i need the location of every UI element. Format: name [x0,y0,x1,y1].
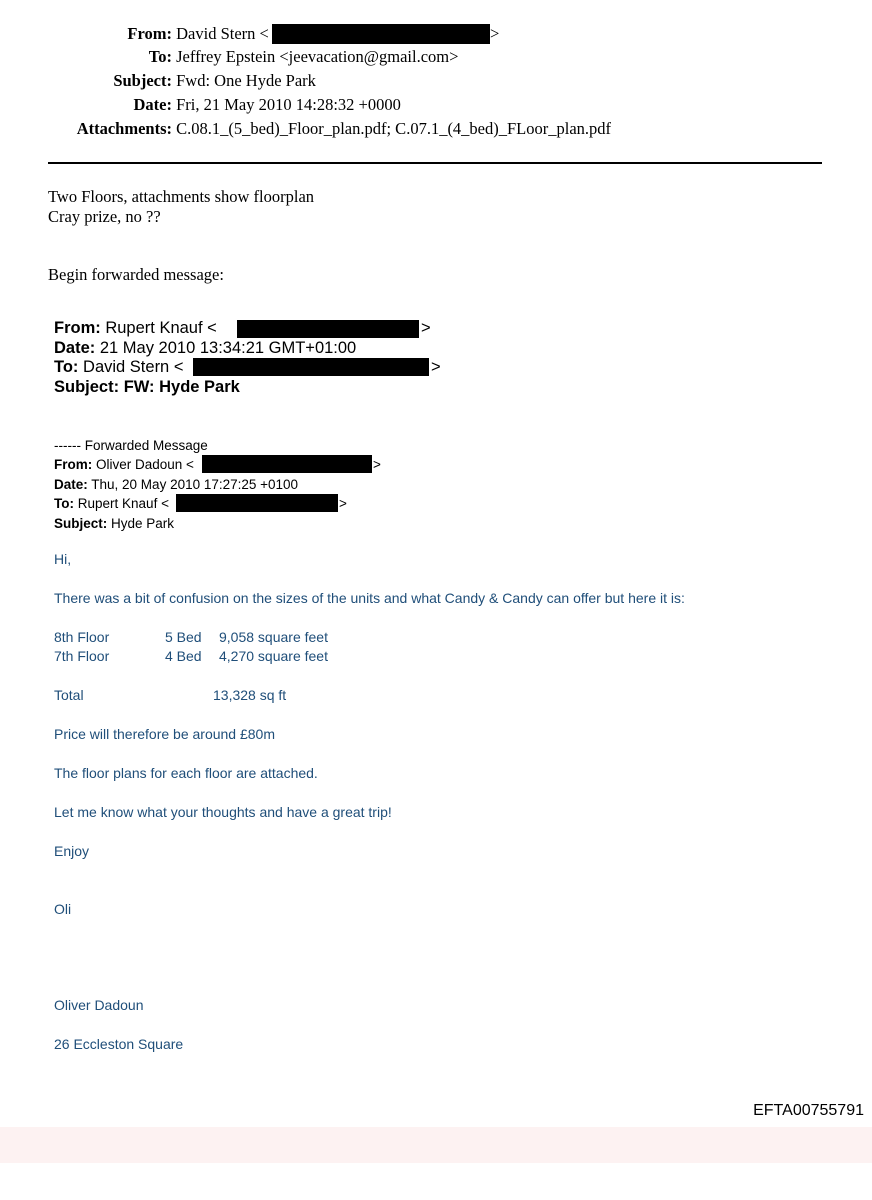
message-closing: Let me know what your thoughts and have a great trip! [54,804,392,820]
redaction-bar [176,494,338,512]
fw2-from-label: From: [54,457,93,472]
fw2-marker: ------ Forwarded Message [54,438,208,453]
header-to-row [0,45,458,69]
header-date-label: Date: [133,95,172,114]
header-from-end: > [490,24,500,43]
fw1-to-label: To: [54,358,79,376]
header-subject-row [0,69,316,93]
intro-line-1: Two Floors, attachments show floorplan [48,187,315,206]
header-from-row [0,22,269,46]
fw1-from-row [54,319,217,339]
message-greeting: Hi, [54,551,72,567]
fw1-to-value: David Stern < [83,358,184,376]
fw2-to-label: To: [54,496,74,511]
signature-name: Oliver Dadoun [54,997,144,1013]
fw2-from-row [54,455,194,474]
unit-size: 4,270 square feet [219,648,328,664]
header-from-value: David Stern < [176,24,269,43]
message-floorplans: The floor plans for each floor are attached. [54,765,318,781]
intro-line-2: Cray prize, no ?? [48,207,161,226]
header-subject-label: Subject: [113,71,172,90]
header-divider [48,162,822,164]
header-date-row [0,93,401,117]
fw2-subject-label: Subject: [54,516,108,531]
total-label: Total [54,687,84,703]
fw2-from-value: Oliver Dadoun < [96,457,194,472]
message-enjoy: Enjoy [54,843,90,859]
header-from-label: From: [127,24,172,43]
header-attachments-row [0,117,611,141]
fw2-from-end: > [373,457,381,472]
header-to-value: Jeffrey Epstein <jeevacation@gmail.com> [176,47,459,66]
unit-floor: 7th Floor [54,648,110,664]
fw1-to-end: > [431,358,441,376]
fw1-date-value: 21 May 2010 13:34:21 GMT+01:00 [99,339,357,357]
signature-address: 26 Eccleston Square [54,1036,184,1052]
fw1-subject-label: Subject: [54,378,120,396]
fw2-date-value: Thu, 20 May 2010 17:27:25 +0100 [91,477,299,492]
unit-beds: 4 Bed [165,648,202,664]
message-intro: There was a bit of confusion on the sizes of the units and what Candy & Candy can offer but here it is: [54,590,685,606]
header-date-value: Fri, 21 May 2010 14:28:32 +0000 [176,95,401,114]
redaction-bar [202,455,372,473]
unit-beds: 5 Bed [165,629,202,645]
header-subject-value: Fwd: One Hyde Park [176,71,316,90]
header-attachments-value[interactable]: C.08.1_(5_bed)_Floor_plan.pdf; C.07.1_(4_bed)_FLoor_plan.pdf [176,119,612,138]
fw1-from-value: Rupert Knauf < [105,319,217,337]
fw2-subject-row [54,514,174,533]
fw1-to-row [54,358,183,378]
fw1-from-end: > [421,319,431,337]
fw1-subject-value: FW: Hyde Park [123,378,240,396]
footer-band [0,1127,872,1163]
unit-floor: 8th Floor [54,629,110,645]
fw2-to-row [54,494,169,513]
unit-size: 9,058 square feet [219,629,328,645]
fw2-date-label: Date: [54,477,88,492]
total-value: 13,328 sq ft [213,687,287,703]
header-attachments-label: Attachments: [76,119,172,138]
fw2-subject-value: Hyde Park [111,516,175,531]
message-price: Price will therefore be around £80m [54,726,276,742]
fw2-to-end: > [339,496,347,511]
fw1-date-label: Date: [54,339,96,357]
fw2-to-value: Rupert Knauf < [77,496,169,511]
redaction-bar [272,24,490,44]
document-id: EFTA00755791 [753,1102,864,1119]
fw1-from-label: From: [54,319,101,337]
fw1-date-row [54,339,356,359]
message-signoff: Oli [54,901,72,917]
redaction-bar [193,358,429,376]
begin-forwarded-label: Begin forwarded message: [48,265,224,284]
fw2-date-row [54,475,298,494]
fw1-subject-row [54,378,240,398]
redaction-bar [237,320,419,338]
header-to-label: To: [148,47,172,66]
